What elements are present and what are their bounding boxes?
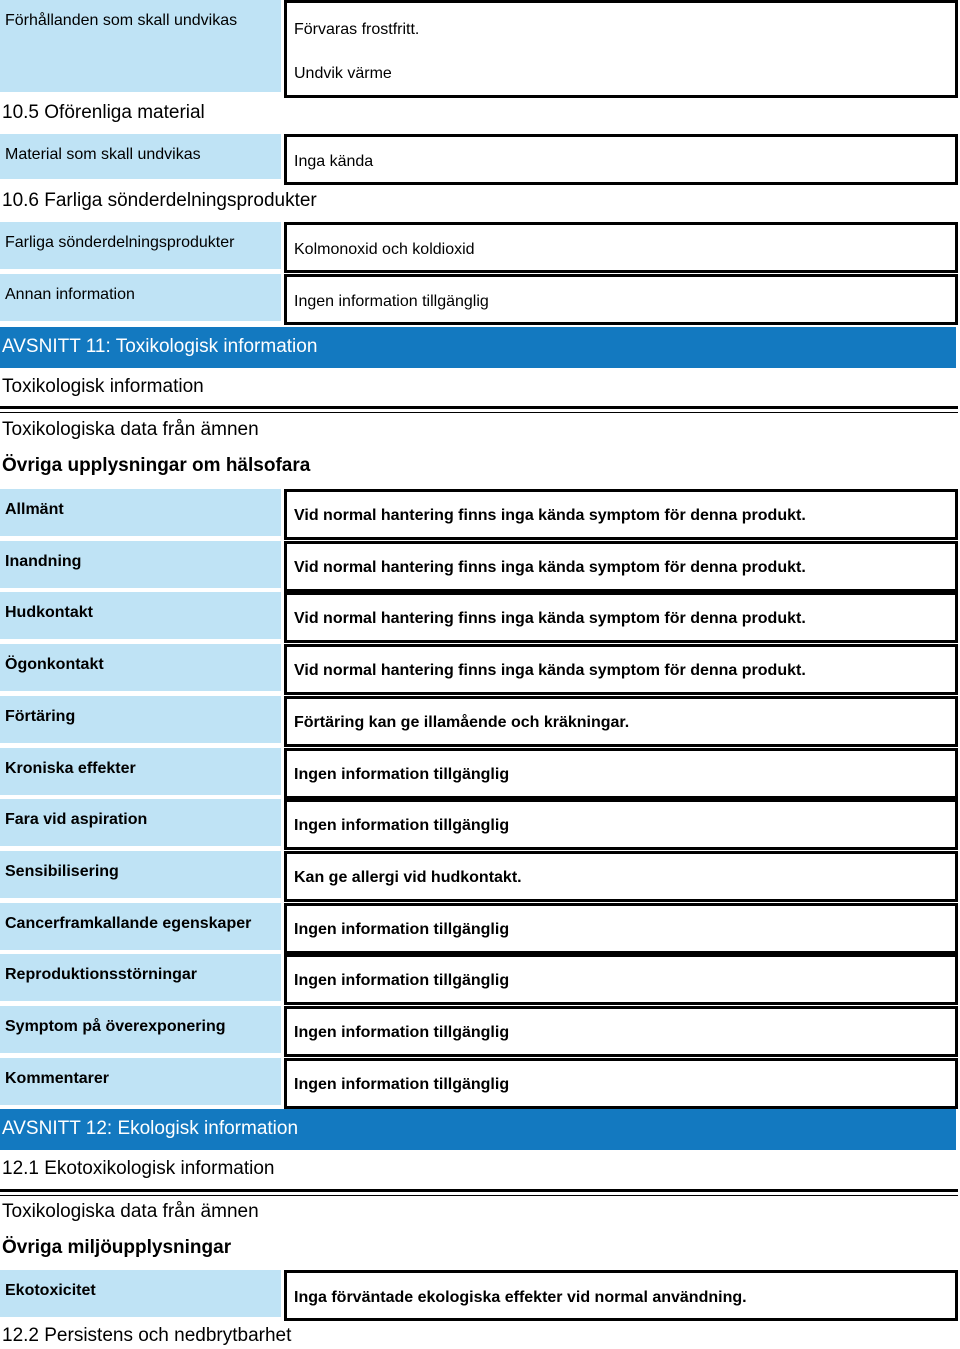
tox-row-label: Cancerframkallande egenskaper	[0, 903, 281, 950]
tox-row-value-text: Ingen information tillgänglig	[294, 1024, 510, 1041]
tox-row-value	[284, 1058, 958, 1109]
heading-10-6: 10.6 Farliga sönderdelningsprodukter	[2, 190, 317, 211]
decomposition-value	[284, 222, 958, 273]
tox-row-value	[284, 541, 958, 592]
materials-label: Material som skall undvikas	[0, 134, 281, 179]
ecotox-value-text: Inga förväntade ekologiska effekter vid normal användning.	[294, 1289, 747, 1306]
heading-12-1: 12.1 Ekotoxikologisk information	[2, 1158, 275, 1179]
tox-row-value-text: Ingen information tillgänglig	[294, 972, 510, 989]
tox-row-value-text: Ingen information tillgänglig	[294, 1076, 510, 1093]
tox-row-value	[284, 696, 958, 747]
section-11-band: AVSNITT 11: Toxikologisk information	[0, 327, 956, 368]
tox-row-label: Ögonkontakt	[0, 644, 281, 691]
divider-rule-12	[0, 1189, 958, 1196]
tox-row-label: Hudkontakt	[0, 592, 281, 639]
tox-row-label: Inandning	[0, 541, 281, 588]
tox-row-value-text: Vid normal hantering finns inga kända symptom för denna produkt.	[294, 610, 806, 627]
conditions-label: Förhållanden som skall undvikas	[0, 0, 281, 92]
tox-row-value	[284, 644, 958, 695]
other-info-value-text: Ingen information tillgänglig	[294, 293, 489, 310]
tox-row-value	[284, 592, 958, 643]
heading-10-5: 10.5 Oförenliga material	[2, 102, 205, 123]
materials-value-text: Inga kända	[294, 153, 374, 170]
divider-rule	[0, 406, 958, 413]
tox-row-value	[284, 1006, 958, 1057]
tox-row-value-text: Vid normal hantering finns inga kända symptom för denna produkt.	[294, 559, 806, 576]
tox-row-value-text: Vid normal hantering finns inga kända symptom för denna produkt.	[294, 662, 806, 679]
tox-row-value	[284, 748, 958, 799]
tox-row-value-text: Kan ge allergi vid hudkontakt.	[294, 869, 522, 886]
tox-row-label: Symptom på överexponering	[0, 1006, 281, 1053]
tox-row-value	[284, 851, 958, 902]
other-health-heading: Övriga upplysningar om hälsofara	[2, 455, 311, 476]
tox-row-value-text: Vid normal hantering finns inga kända symptom för denna produkt.	[294, 507, 806, 524]
tox-row-value	[284, 954, 958, 1005]
ecotox-label: Ekotoxicitet	[0, 1270, 281, 1317]
other-env-heading: Övriga miljöupplysningar	[2, 1237, 232, 1258]
tox-row-label: Fara vid aspiration	[0, 799, 281, 846]
tox-info-subheading: Toxikologisk information	[2, 376, 204, 397]
tox-data-heading-12: Toxikologiska data från ämnen	[2, 1201, 259, 1222]
heading-12-2: 12.2 Persistens och nedbrytbarhet	[2, 1325, 292, 1346]
ecotox-value	[284, 1270, 958, 1321]
tox-row-value	[284, 799, 958, 850]
tox-row-label: Sensibilisering	[0, 851, 281, 898]
decomposition-label: Farliga sönderdelningsprodukter	[0, 222, 281, 269]
conditions-line-1: Förvaras frostfritt.	[294, 21, 420, 38]
section-12-band: AVSNITT 12: Ekologisk information	[0, 1109, 956, 1150]
conditions-value	[284, 0, 958, 98]
tox-row-value	[284, 489, 958, 540]
other-info-label: Annan information	[0, 274, 281, 321]
tox-row-label: Förtäring	[0, 696, 281, 743]
tox-data-heading: Toxikologiska data från ämnen	[2, 419, 259, 440]
tox-row-label: Kommentarer	[0, 1058, 281, 1105]
tox-row-value	[284, 903, 958, 954]
tox-row-value-text: Ingen information tillgänglig	[294, 766, 510, 783]
decomposition-value-text: Kolmonoxid och koldioxid	[294, 241, 475, 258]
conditions-line-2: Undvik värme	[294, 65, 392, 82]
tox-row-label: Allmänt	[0, 489, 281, 536]
tox-row-value-text: Ingen information tillgänglig	[294, 921, 510, 938]
tox-row-value-text: Ingen information tillgänglig	[294, 817, 510, 834]
materials-value	[284, 134, 958, 185]
other-info-value	[284, 274, 958, 325]
tox-row-value-text: Förtäring kan ge illamående och kräkningar.	[294, 714, 630, 731]
tox-row-label: Reproduktionsstörningar	[0, 954, 281, 1001]
tox-row-label: Kroniska effekter	[0, 748, 281, 795]
